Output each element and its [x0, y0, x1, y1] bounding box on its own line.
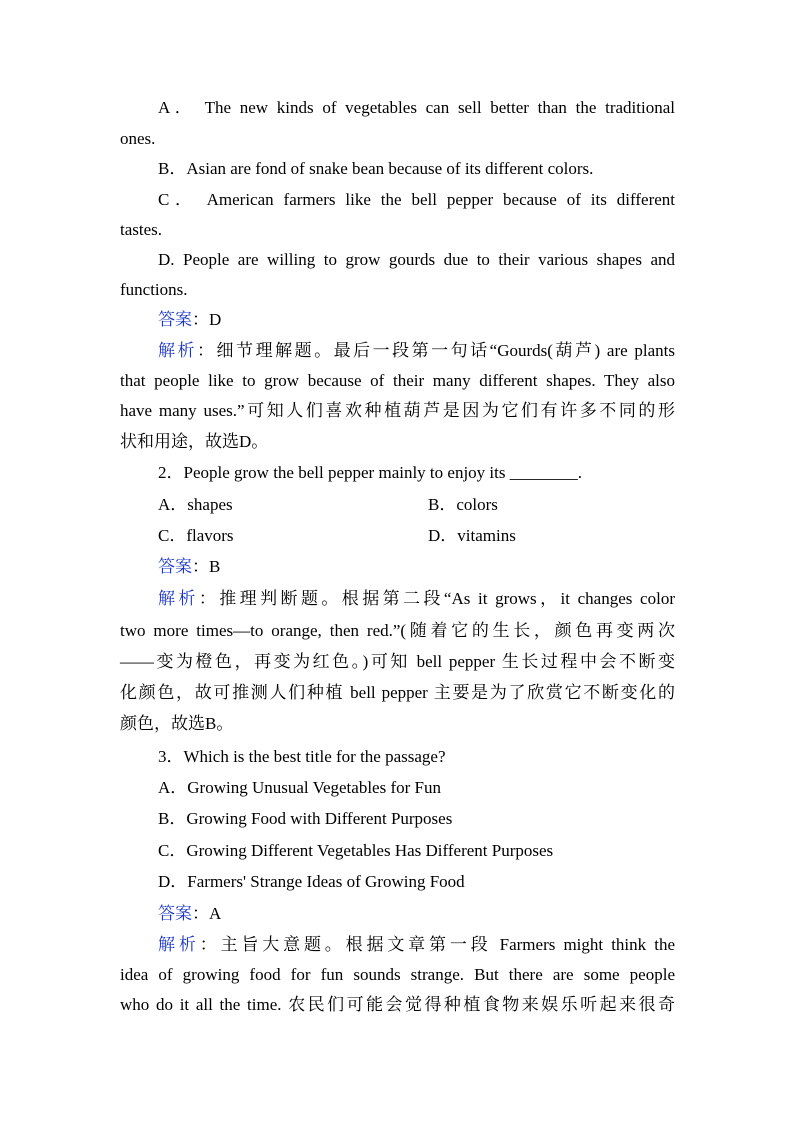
q3-analysis-line-3: who do it all the time. 农民们可能会觉得种植食物来娱乐听起来很奇: [120, 995, 675, 1014]
answer-label: 答案: [158, 557, 192, 576]
analysis-text: 主旨大意题。根据文章第一段 Farmers might think the: [220, 935, 676, 954]
answer-value: B: [209, 557, 221, 576]
q1-analysis: [158, 341, 675, 361]
q2-option-d: D．vitamins: [428, 526, 516, 545]
q3-option-c: C．Growing Different Vegetables Has Different Purposes: [158, 841, 554, 860]
analysis-label: 解析: [158, 935, 200, 954]
q3-analysis: [158, 935, 675, 955]
answer-separator: ：: [192, 557, 209, 576]
q1-option-a-continued: ones.: [120, 129, 156, 148]
answer-label: 答案: [158, 904, 192, 923]
answer-value: D: [209, 310, 222, 329]
q2-option-c: C．flavors: [158, 526, 234, 545]
q1-answer: [158, 310, 675, 330]
q1-option-b: B．Asian are fond of snake bean because of its different colors.: [158, 159, 594, 178]
q2-analysis-line-2: two more times—to orange, then red.”(随着它的生长，颜色再变两次: [120, 621, 675, 640]
analysis-text: 推理判断题。根据第二段“As it grows，it changes color: [219, 589, 675, 608]
q2-analysis-line-4: 化颜色，故可推测人们种植 bell pepper 主要是为了欣赏它不断变化的: [120, 683, 675, 702]
answer-separator: ：: [192, 310, 209, 329]
q2-analysis: [158, 589, 675, 609]
q1-option-c-continued: tastes.: [120, 220, 163, 239]
q3-option-b: B．Growing Food with Different Purposes: [158, 809, 453, 828]
q1-analysis-line-4: 状和用途，故选D。: [120, 432, 269, 451]
answer-separator: ：: [192, 904, 209, 923]
q2-answer: [158, 557, 675, 577]
q1-option-d: D. People are willing to grow gourds due to their various shapes and: [158, 250, 675, 269]
q1-analysis-line-2: that people like to grow because of their many different shapes. They also: [120, 371, 675, 390]
q2-analysis-line-5: 颜色，故选B。: [120, 714, 234, 733]
analysis-separator: ：: [198, 589, 220, 608]
q2-analysis-line-3: ——变为橙色，再变为红色。)可知 bell pepper 生长过程中会不断变: [120, 652, 675, 671]
answer-label: 答案: [158, 310, 192, 329]
analysis-label: 解析: [158, 341, 198, 360]
q2-option-b: B．colors: [428, 495, 498, 514]
analysis-label: 解析: [158, 589, 199, 608]
analysis-separator: ：: [197, 341, 217, 360]
analysis-text: 细节理解题。最后一段第一句话“Gourds(葫芦) are plants: [216, 341, 676, 360]
q3-answer: [158, 904, 675, 924]
q3-stem: 3．Which is the best title for the passage?: [158, 747, 446, 766]
q1-option-a: A． The new kinds of vegetables can sell better than the traditional: [158, 98, 675, 117]
q2-stem: 2．People grow the bell pepper mainly to enjoy its ________.: [158, 463, 582, 482]
q3-option-a: A．Growing Unusual Vegetables for Fun: [158, 778, 441, 797]
q1-option-d-continued: functions.: [120, 280, 188, 299]
q1-analysis-line-3: have many uses.”可知人们喜欢种植葫芦是因为它们有许多不同的形: [120, 401, 675, 420]
answer-value: A: [209, 904, 222, 923]
q1-option-c: C． American farmers like the bell pepper because of its different: [158, 190, 675, 209]
q3-option-d: D．Farmers' Strange Ideas of Growing Food: [158, 872, 465, 891]
q3-analysis-line-2: idea of growing food for fun sounds strange. But there are some people: [120, 965, 675, 984]
q2-option-a: A．shapes: [158, 495, 233, 514]
analysis-separator: ：: [199, 935, 221, 954]
